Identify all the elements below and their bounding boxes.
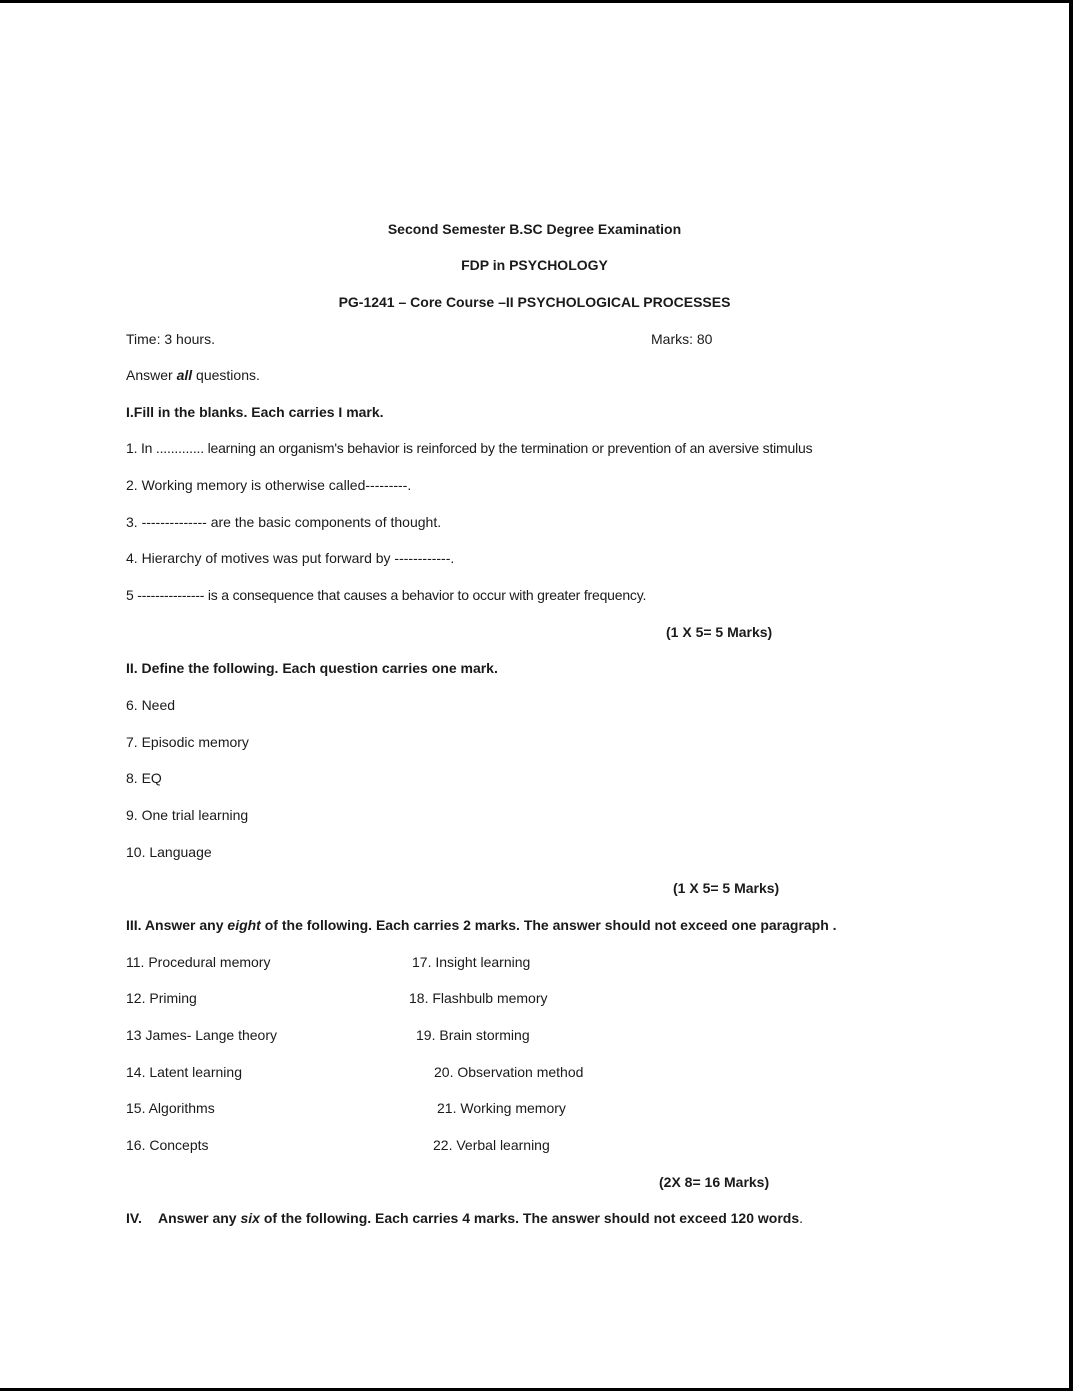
question-item: 3. -------------- are the basic components of thought. — [126, 514, 442, 530]
section3-heading — [126, 916, 837, 934]
question-item: 13 James- Lange theory — [126, 1027, 277, 1043]
question-item: 8. EQ — [126, 770, 162, 786]
question-item: 17. Insight learning — [412, 954, 531, 970]
question-item: 11. Procedural memory — [126, 954, 271, 970]
section4-heading — [158, 1209, 803, 1227]
instruction-pre: Answer — [126, 367, 177, 383]
question-item: 5 --------------- is a consequence that causes a behavior to occur with greater frequency. — [126, 587, 647, 603]
section3-heading-pre: III. Answer any — [126, 917, 228, 933]
section1-heading: I.Fill in the blanks. Each carries I mark. — [126, 404, 384, 420]
section4-heading-em: six — [240, 1210, 260, 1226]
section4-heading-end: . — [799, 1210, 804, 1226]
section1-marks: (1 X 5= 5 Marks) — [666, 624, 773, 640]
question-item: 22. Verbal learning — [433, 1137, 550, 1153]
section3-marks: (2X 8= 16 Marks) — [659, 1174, 770, 1190]
section3-heading-post: of the following. Each carries 2 marks. The answer should not exceed one paragraph . — [260, 917, 837, 933]
section4-number: IV. — [126, 1210, 142, 1226]
question-item: 7. Episodic memory — [126, 734, 249, 750]
question-item: 10. Language — [126, 844, 212, 860]
instruction-em: all — [176, 367, 193, 383]
question-item: 1. In ............. learning an organism's behavior is reinforced by the termination or prevention of an aversive stimulus — [126, 440, 813, 456]
question-item: 21. Working memory — [437, 1100, 566, 1116]
question-item: 12. Priming — [126, 990, 197, 1006]
time-label: Time: 3 hours. — [126, 331, 215, 347]
section2-heading: II. Define the following. Each question carries one mark. — [126, 660, 498, 676]
question-item: 15. Algorithms — [126, 1100, 215, 1116]
program-title: FDP in PSYCHOLOGY — [461, 257, 608, 273]
exam-title: Second Semester B.SC Degree Examination — [387, 221, 682, 237]
question-item: 4. Hierarchy of motives was put forward by ------------. — [126, 550, 455, 566]
question-item: 2. Working memory is otherwise called---------. — [126, 477, 412, 493]
marks-label: Marks: 80 — [651, 331, 713, 347]
course-title: PG-1241 – Core Course –II PSYCHOLOGICAL PROCESSES — [338, 294, 731, 310]
question-item: 6. Need — [126, 697, 176, 713]
instruction-post: questions. — [192, 367, 260, 383]
section3-heading-em: eight — [227, 917, 261, 933]
question-item: 14. Latent learning — [126, 1064, 242, 1080]
section2-marks: (1 X 5= 5 Marks) — [673, 880, 780, 896]
instruction — [126, 366, 260, 384]
section4-heading-post: of the following. Each carries 4 marks. The answer should not exceed 120 words — [259, 1210, 800, 1226]
question-item: 18. Flashbulb memory — [409, 990, 548, 1006]
question-item: 9. One trial learning — [126, 807, 249, 823]
question-item: 16. Concepts — [126, 1137, 209, 1153]
section4-heading-pre: Answer any — [158, 1210, 241, 1226]
question-item: 19. Brain storming — [416, 1027, 530, 1043]
question-item: 20. Observation method — [434, 1064, 584, 1080]
